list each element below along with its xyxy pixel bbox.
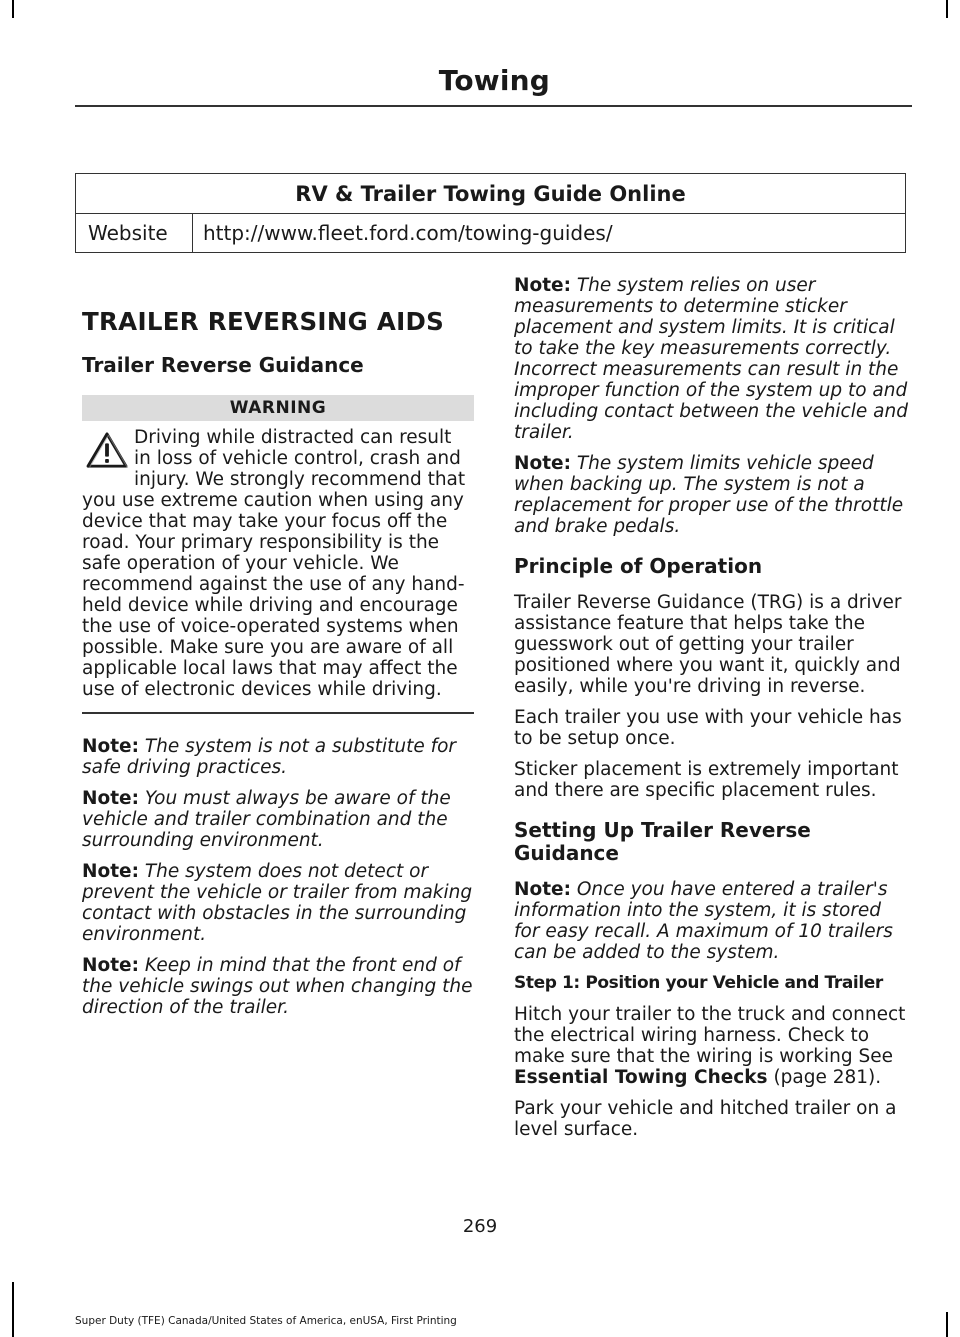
note-text: The system is not a substitute for safe driving practices. — [82, 735, 457, 778]
footer-text: Super Duty (TFE) Canada/United States of America, enUSA, First Printing — [75, 1315, 457, 1327]
table-title: RV & Trailer Towing Guide Online — [76, 174, 906, 214]
note-text: The system relies on user measurements to determine sticker placement and system limits. It is critical to take the key measurements correctly. Incorrect measurements can result in the improper function of the system up to and including contact between the vehicle and trailer. — [514, 275, 908, 443]
cross-reference-link[interactable]: Essential Towing Checks — [514, 1067, 768, 1088]
header-rule — [75, 105, 912, 107]
note-label: Note: — [82, 735, 139, 757]
body-paragraph: Sticker placement is extremely important and there are specific placement rules. — [514, 759, 899, 801]
towing-guide-table — [75, 173, 906, 253]
crop-mark — [12, 1282, 14, 1337]
note-label: Note: — [514, 879, 571, 900]
crop-mark — [946, 0, 948, 18]
note-text: The system limits vehicle speed when backing up. The system is not a replacement for proper use of the throttle and brake pedals. — [514, 453, 904, 537]
note-paragraph — [82, 955, 474, 1018]
warning-triangle-icon — [84, 431, 130, 469]
note-paragraph — [514, 453, 908, 537]
body-paragraph: Park your vehicle and hitched trailer on a level surface. — [514, 1098, 897, 1140]
note-label: Note: — [82, 954, 139, 976]
right-column — [514, 275, 908, 1140]
subsection-title: Setting Up Trailer Reverse Guidance — [514, 818, 811, 865]
table-row — [76, 214, 906, 253]
note-label: Note: — [82, 860, 139, 882]
page-reference: (page 281). — [767, 1067, 882, 1088]
note-label: Note: — [514, 453, 571, 474]
note-text: Keep in mind that the front end of the vehicle swings out when changing the direction of the trailer. — [82, 954, 473, 1018]
warning-heading: WARNING — [82, 395, 474, 421]
page-number: 269 — [462, 1216, 498, 1237]
body-paragraph — [514, 1004, 908, 1088]
crop-mark — [946, 1312, 948, 1337]
note-paragraph — [82, 736, 474, 778]
note-paragraph — [82, 861, 474, 945]
note-text: The system does not detect or prevent the vehicle or trailer from making contact with obstacles in the surrounding environment. — [82, 860, 473, 945]
warning-text: Driving while distracted can result in loss of vehicle control, crash and injury. We strongly recommend that you use extreme caution when using any device that may take your focus off the road. Your primary responsibility is the safe operation of your vehicle. We recommend against the use of any hand-held device while driving and encourage the use of voice-operated systems when possible. Make sure you are aware of all applicable local laws that may affect the use of electronic devices while driving. — [82, 427, 466, 700]
note-label: Note: — [514, 275, 571, 296]
step-title: Step 1: Position your Vehicle and Trailer — [514, 973, 883, 993]
note-label: Note: — [82, 787, 139, 809]
subsection-title: Trailer Reverse Guidance — [82, 353, 364, 377]
note-paragraph — [514, 879, 908, 963]
note-text: You must always be aware of the vehicle and trailer combination and the surrounding environment. — [82, 787, 451, 851]
note-text: Once you have entered a trailer's information into the system, it is stored for easy recall. A maximum of 10 trailers can be added to the system. — [514, 879, 893, 963]
crop-mark — [12, 0, 14, 18]
warning-rule — [82, 712, 474, 714]
warning-box — [82, 427, 474, 700]
step-text: Hitch your trailer to the truck and connect the electrical wiring harness. Check to make sure that the wiring is working See — [514, 1004, 906, 1067]
section-title: TRAILER REVERSING AIDS — [82, 307, 445, 336]
subsection-title: Principle of Operation — [514, 554, 763, 578]
body-paragraph: Each trailer you use with your vehicle has to be setup once. — [514, 707, 902, 749]
note-paragraph — [514, 275, 908, 443]
note-paragraph — [82, 788, 474, 851]
body-paragraph: Trailer Reverse Guidance (TRG) is a driver assistance feature that helps take the guesswork out of getting your trailer positioned where you want it, quickly and easily, while you're driving in reverse. — [514, 592, 902, 697]
left-column — [82, 300, 474, 1018]
table-cell-key: Website — [76, 214, 193, 253]
page-header-title: Towing — [438, 64, 550, 97]
table-cell-value: http://www.fleet.ford.com/towing-guides/ — [193, 214, 906, 253]
